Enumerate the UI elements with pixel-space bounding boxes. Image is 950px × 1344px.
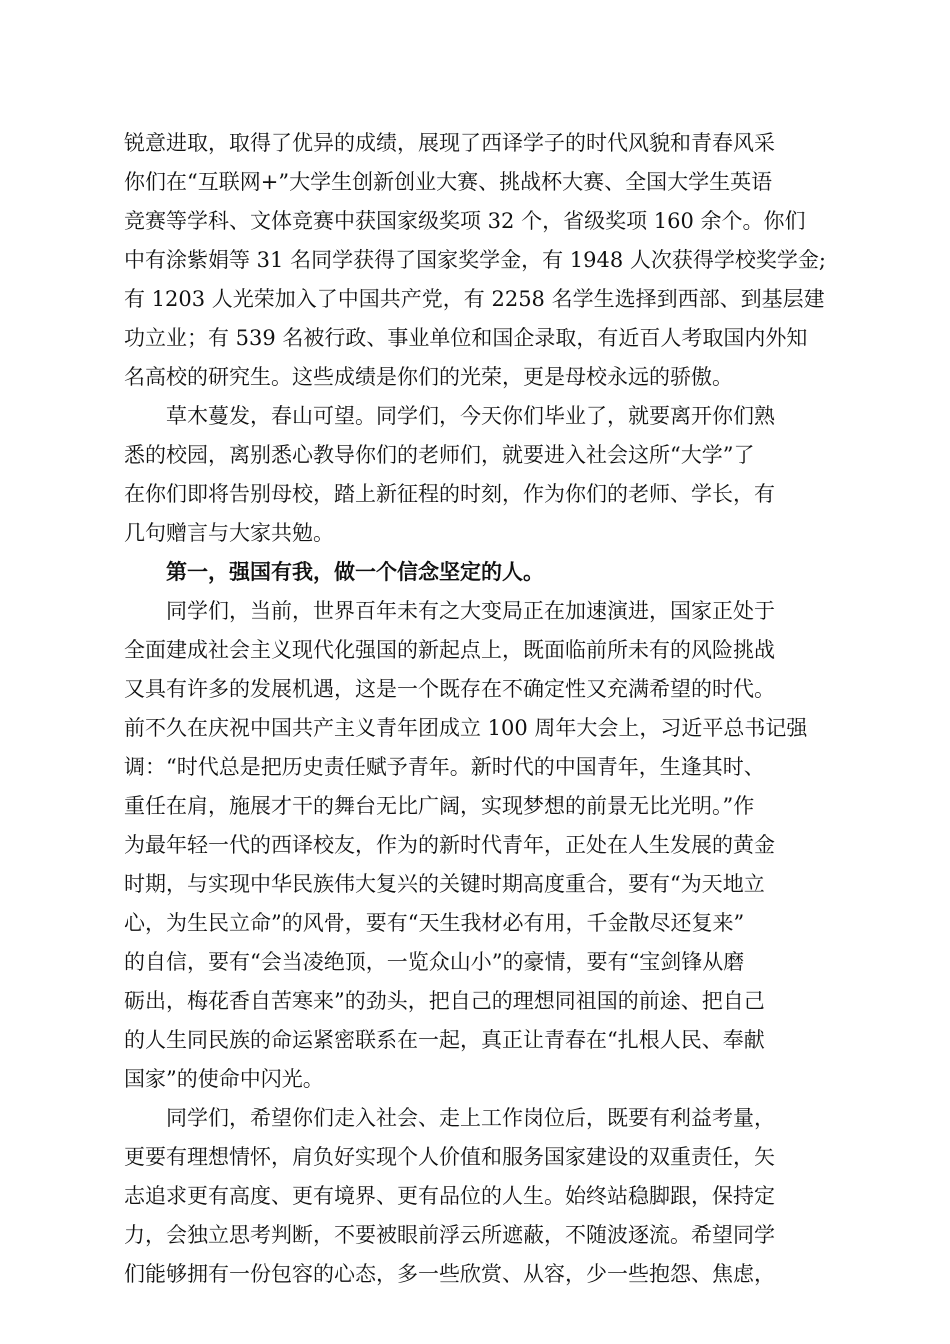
text-line: 的自信，要有“会当凌绝顶，一览众山小”的豪情，要有“宝剑锋从磨 (124, 950, 745, 974)
text-line: 名高校的研究生。这些成绩是你们的光荣，更是母校永远的骄傲。 (124, 365, 733, 389)
text-line: 功立业；有 539 名被行政、事业单位和国企录取，有近百人考取国内外知 (124, 326, 808, 350)
text-line: 时期，与实现中华民族伟大复兴的关键时期高度重合，要有“为天地立 (124, 872, 765, 896)
text-line: 心，为生民立命”的风骨，要有“天生我材必有用，千金散尽还复来” (124, 911, 745, 935)
text-line: 前不久在庆祝中国共产主义青年团成立 100 周年大会上，习近平总书记强 (124, 716, 808, 740)
text-line: 更要有理想情怀，肩负好实现个人价值和服务国家建设的双重责任，矢 (124, 1145, 775, 1169)
text-line: 国家”的使命中闪光。 (124, 1067, 324, 1091)
paragraph-first-line: 同学们，当前，世界百年未有之大变局正在加速演进，国家正处于 (166, 599, 775, 623)
text-line: 志追求更有高度、更有境界、更有品位的人生。始终站稳脚跟，保持定 (124, 1184, 775, 1208)
text-line: 们能够拥有一份包容的心态，多一些欣赏、从容，少一些抱怨、焦虑， (124, 1262, 775, 1286)
text-line: 中有涂紫娟等 31 名同学获得了国家奖学金，有 1948 人次获得学校奖学金; (124, 248, 826, 272)
text-line: 竞赛等学科、文体竞赛中获国家级奖项 32 个，省级奖项 160 余个。你们 (124, 209, 806, 233)
text-line: 砺出，梅花香自苦寒来”的劲头，把自己的理想同祖国的前途、把自己 (124, 989, 765, 1013)
section-heading: 第一，强国有我，做一个信念坚定的人。 (166, 559, 544, 584)
paragraph-first-line: 草木蔓发，春山可望。同学们，今天你们毕业了，就要离开你们熟 (166, 404, 775, 428)
text-line: 有 1203 人光荣加入了中国共产党，有 2258 名学生选择到西部、到基层建 (124, 287, 825, 311)
text-line: 又具有许多的发展机遇，这是一个既存在不确定性又充满希望的时代。 (124, 677, 775, 701)
paragraph-first-line: 同学们，希望你们走入社会、走上工作岗位后，既要有利益考量， (166, 1106, 775, 1130)
text-line: 调：“时代总是把历史责任赋予青年。新时代的中国青年，生逢其时、 (124, 755, 765, 779)
text-line: 全面建成社会主义现代化强国的新起点上，既面临前所未有的风险挑战 (124, 638, 775, 662)
text-line: 几句赠言与大家共勉。 (124, 521, 334, 545)
text-line: 你们在“互联网+”大学生创新创业大赛、挑战杯大赛、全国大学生英语 (124, 170, 773, 194)
text-line: 力，会独立思考判断，不要被眼前浮云所遮蔽，不随波逐流。希望同学 (124, 1223, 775, 1247)
text-line: 锐意进取，取得了优异的成绩，展现了西译学子的时代风貌和青春风采 (124, 131, 775, 155)
text-line: 为最年轻一代的西译校友，作为的新时代青年，正处在人生发展的黄金 (124, 833, 775, 857)
text-line: 在你们即将告别母校，踏上新征程的时刻，作为你们的老师、学长，有 (124, 482, 775, 506)
text-line: 悉的校园，离别悉心教导你们的老师们，就要进入社会这所“大学”了 (124, 443, 755, 467)
text-line: 的人生同民族的命运紧密联系在一起，真正让青春在“扎根人民、奉献 (124, 1028, 765, 1052)
text-line: 重任在肩，施展才干的舞台无比广阔，实现梦想的前景无比光明。”作 (124, 794, 755, 818)
